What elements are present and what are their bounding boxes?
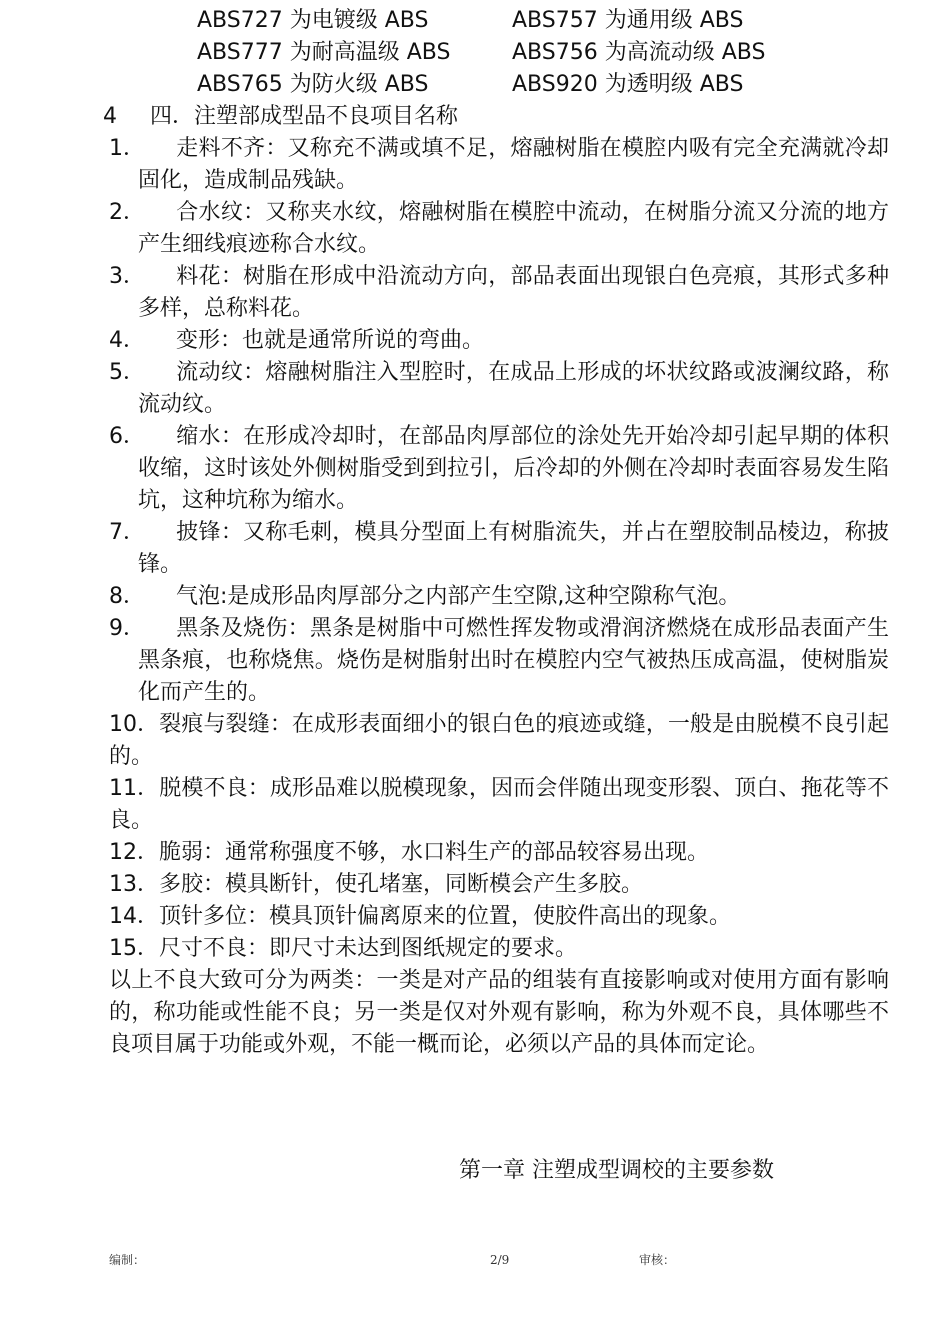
item-index: 2． [109,200,145,225]
abs-grade-left: ABS727 为电镀级 ABS [197,8,429,33]
list-item: 13．多胶：模具断针，使孔堵塞，同断模会产生多胶。 [109,872,643,897]
item-index: 3． [109,264,145,289]
section-title: 四．注塑部成型品不良项目名称 [150,104,459,129]
item-text: 缩水：在形成冷却时，在部品肉厚部位的涂处先开始冷却引起早期的体积收缩，这时该处外侧树脂受到到拉引，后冷却的外侧在冷却时表面容易发生陷坑，这种坑称为缩水。 [138,424,889,513]
list-item [109,357,889,421]
abs-grade-right: ABS757 为通用级 ABS [512,8,744,33]
list-item [109,261,889,325]
item-text: 走料不齐：又称充不满或填不足，熔融树脂在模腔内吸有完全充满就冷却固化，造成制品残缺。 [138,136,889,193]
list-item: 12．脆弱：通常称强度不够，水口料生产的部品较容易出现。 [109,840,709,865]
item-text: 流动纹：熔融树脂注入型腔时，在成品上形成的坏状纹路或波澜纹路，称流动纹。 [138,360,889,417]
abs-grade-left: ABS765 为防火级 ABS [197,72,429,97]
item-index: 8． [109,584,145,609]
list-item [109,133,889,197]
list-item: 15．尺寸不良：即尺寸未达到图纸规定的要求。 [109,936,577,961]
item-index: 9． [109,616,145,641]
item-index: 1． [109,136,145,161]
abs-grade-left: ABS777 为耐高温级 ABS [197,40,451,65]
list-item [109,197,889,261]
item-text: 变形：也就是通常所说的弯曲。 [176,328,485,353]
item-index: 5． [109,360,145,385]
abs-grade-right: ABS920 为透明级 ABS [512,72,744,97]
item-index: 6． [109,424,145,449]
item-text: 合水纹：又称夹水纹，熔融树脂在模腔中流动，在树脂分流又分流的地方产生细线痕迹称合水纹。 [138,200,889,257]
section-heading [103,101,458,133]
list-item [109,581,889,613]
footer-reviewed-by: 审核： [639,1253,676,1267]
footer-page-number: 2/9 [490,1253,510,1267]
list-item [109,517,889,581]
list-item: 10．裂痕与裂缝：在成形表面细小的银白色的痕迹或缝，一般是由脱模不良引起的。 [109,712,889,769]
section-number: 4 [103,104,117,129]
list-item [109,325,889,357]
item-text: 披锋：又称毛刺，模具分型面上有树脂流失，并占在塑胶制品棱边，称披锋。 [138,520,889,577]
list-item [109,421,889,517]
defect-list [109,133,889,1061]
chapter-title: 第一章 注塑成型调校的主要参数 [459,1158,774,1183]
item-text: 黑条及烧伤：黑条是树脂中可燃性挥发物或滑润济燃烧在成形品表面产生黑条痕，也称烧焦。烧伤是树脂射出时在模腔内空气被热压成高温，使树脂炭化而产生的。 [138,616,889,705]
item-text: 料花：树脂在形成中沿流动方向，部品表面出现银白色亮痕，其形式多种多样，总称料花。 [138,264,889,321]
list-item [109,613,889,709]
item-index: 4． [109,328,145,353]
item-index: 7． [109,520,145,545]
list-item: 14．顶针多位：模具顶针偏离原来的位置，使胶件高出的现象。 [109,904,731,929]
abs-grade-right: ABS756 为高流动级 ABS [512,40,766,65]
list-item: 11．脱模不良：成形品难以脱模现象，因而会伴随出现变形裂、顶白、拖花等不良。 [109,776,889,833]
item-text: 气泡:是成形品肉厚部分之内部产生空隙,这种空隙称气泡。 [176,584,741,609]
summary-paragraph: 以上不良大致可分为两类：一类是对产品的组装有直接影响或对使用方面有影响的，称功能或性能不良；另一类是仅对外观有影响，称为外观不良，具体哪些不良项目属于功能或外观，不能一概而论，必须以产品的具体而定论。 [109,968,889,1057]
footer-compiled-by: 编制： [109,1253,146,1267]
